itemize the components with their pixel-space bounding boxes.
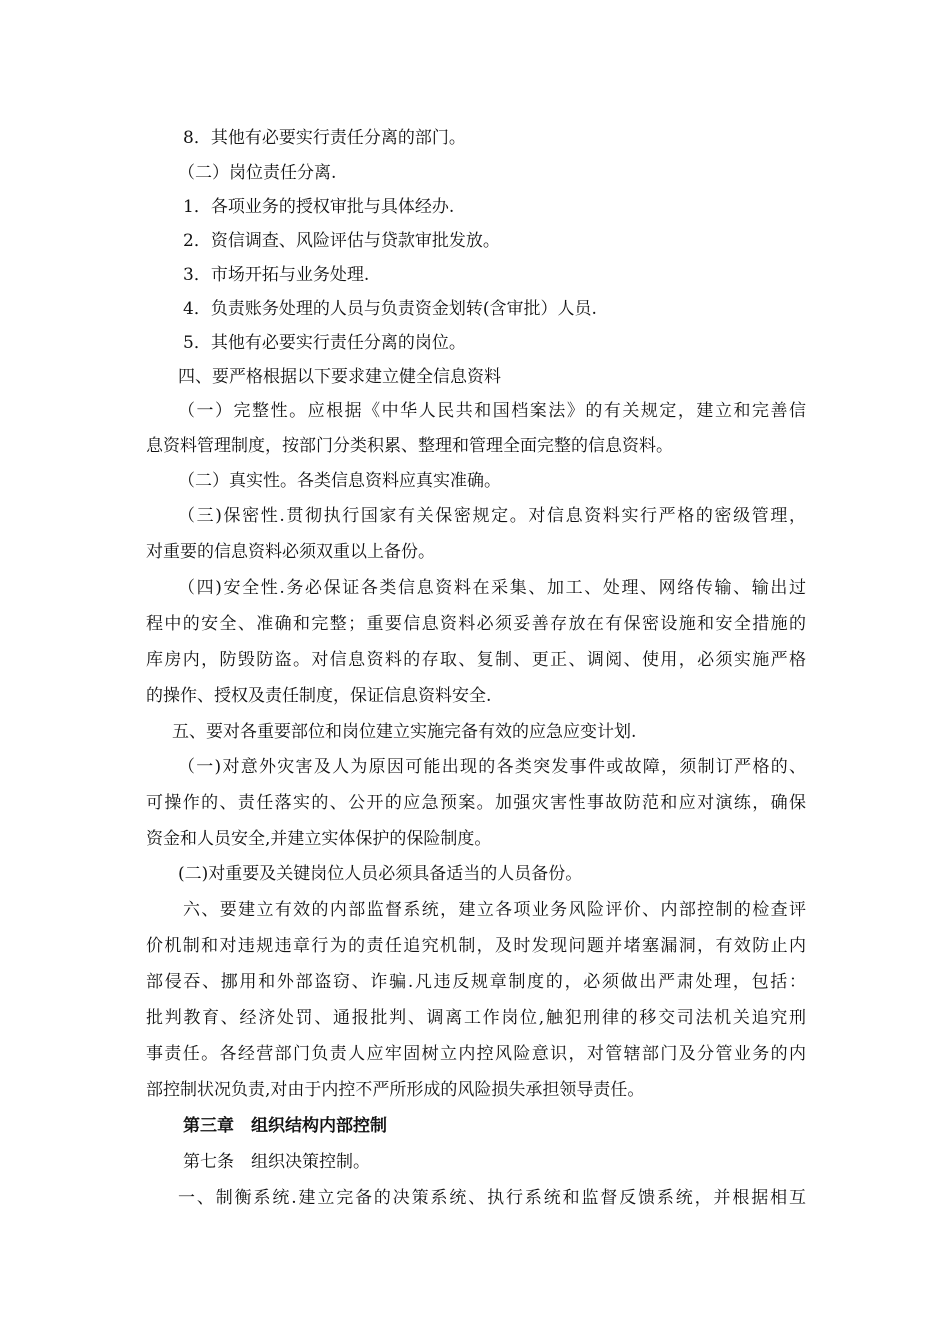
- text-line-16: 库房内，防毁防盗。对信息资料的存取、复制、更正、调阅、使用，必须实施严格: [146, 650, 806, 670]
- text-line-5: 3．市场开拓与业务处理.: [183, 265, 370, 285]
- text-line-8: 四、要严格根据以下要求建立健全信息资料: [178, 367, 501, 387]
- text-line-17: 的操作、授权及责任制度，保证信息资料安全.: [146, 686, 492, 706]
- text-line-3: 1．各项业务的授权审批与具体经办.: [183, 197, 455, 217]
- text-line-12: （三)保密性.贯彻执行国家有关保密规定。对信息资料实行严格的密级管理，: [178, 506, 806, 526]
- text-line-27: 事责任。各经营部门负责人应牢固树立内控风险意识，对管辖部门及分管业务的内: [146, 1044, 806, 1064]
- text-line-11: （二）真实性。各类信息资料应真实准确。: [178, 471, 501, 491]
- text-line-13: 对重要的信息资料必须双重以上备份。: [146, 542, 435, 562]
- text-line-14: （四)安全性.务必保证各类信息资料在采集、加工、处理、网络传输、输出过: [178, 578, 806, 598]
- text-line-24: 价机制和对违规违章行为的责任追究机制，及时发现问题并堵塞漏洞，有效防止内: [146, 936, 806, 956]
- text-line-25: 部侵吞、挪用和外部盗窃、诈骗.凡违反规章制度的，必须做出严肃处理，包括：: [146, 972, 806, 992]
- text-line-1: 8．其他有必要实行责任分离的部门。: [183, 128, 466, 148]
- text-line-15: 程中的安全、准确和完整；重要信息资料必须妥善存放在有保密设施和安全措施的: [146, 614, 806, 634]
- text-line-2: （二）岗位责任分离.: [178, 163, 337, 183]
- text-line-28: 部控制状况负责,对由于内控不严所形成的风险损失承担领导责任。: [146, 1080, 645, 1100]
- article-heading: 第七条 组织决策控制。: [183, 1152, 370, 1172]
- text-line-22: (二)对重要及关键岗位人员必须具备适当的人员备份。: [178, 864, 583, 884]
- text-line-7: 5．其他有必要实行责任分离的岗位。: [183, 333, 466, 353]
- text-line-10: 息资料管理制度，按部门分类积累、整理和管理全面完整的信息资料。: [146, 436, 673, 456]
- text-line-23: 六、要建立有效的内部监督系统，建立各项业务风险评价、内部控制的检查评: [183, 900, 806, 920]
- text-line-21: 资金和人员安全,并建立实体保护的保险制度。: [146, 829, 492, 849]
- text-line-9: （一）完整性。应根据《中华人民共和国档案法》的有关规定，建立和完善信: [178, 401, 806, 421]
- text-line-20: 可操作的、责任落实的、公开的应急预案。加强灾害性事故防范和应对演练，确保: [146, 793, 806, 813]
- text-line-4: 2．资信调查、风险评估与贷款审批发放。: [183, 231, 500, 251]
- text-line-6: 4．负责账务处理的人员与负责资金划转(含审批）人员.: [183, 299, 597, 319]
- text-line-19: （一)对意外灾害及人为原因可能出现的各类突发事件或故障，须制订严格的、: [178, 757, 806, 777]
- chapter-heading: 第三章 组织结构内部控制: [183, 1116, 387, 1136]
- text-line-31: 一、制衡系统.建立完备的决策系统、执行系统和监督反馈系统，并根据相互: [178, 1188, 806, 1208]
- text-line-26: 批判教育、经济处罚、通报批判、调离工作岗位,触犯刑律的移交司法机关追究刑: [146, 1008, 806, 1028]
- text-line-18: 五、要对各重要部位和岗位建立实施完备有效的应急应变计划.: [172, 722, 637, 742]
